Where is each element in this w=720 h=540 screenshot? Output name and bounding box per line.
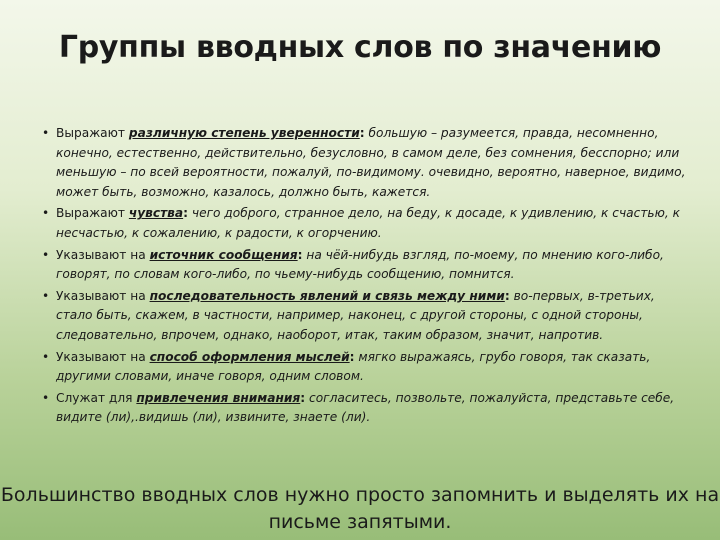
item-colon: :: [359, 126, 365, 140]
list-item: [38, 124, 688, 202]
slide-title: Группы вводных слов по значению: [58, 30, 662, 65]
item-keyword: источник сообщения: [149, 247, 298, 262]
bullet-icon: •: [42, 288, 50, 303]
item-text: мягко выражаясь, грубо говоря, так сказать, другими словами, иначе говоря, одним словом.: [56, 349, 651, 384]
bullet-icon: •: [42, 126, 50, 140]
list-item: [38, 348, 688, 387]
item-text: согласитесь, позвольте, пожалуйста, представьте себе, видите (ли),.видишь (ли), извините, знаете (ли).: [56, 390, 675, 425]
item-colon: :: [349, 349, 355, 364]
bullet-list: [38, 124, 688, 430]
bullet-icon: •: [42, 349, 50, 364]
bullet-icon: •: [42, 206, 50, 221]
list-item: [38, 246, 688, 285]
item-text: во-первых, в-третьих, стало быть, скажем, в частности, например, наконец, с другой стороны, с одной стороны, следовательно, впрочем, однако, наоборот, итак, таким образом, значит, напротив.: [56, 288, 655, 342]
item-lead: Указывают на: [56, 349, 146, 364]
item-lead: Выражают: [56, 126, 125, 140]
item-text: на чёй-нибудь взгляд, по-моему, по мнению кого-либо, говорят, по словам кого-либо, по чьему-нибудь сообщению, помнится.: [56, 247, 664, 282]
item-keyword: различную степень уверенности: [128, 126, 360, 140]
item-text: большую – разумеется, правда, несомненно, конечно, естественно, действительно, безусловно, в самом деле, без сомнения, бесспорно; или меньшую – по всей вероятности, пожалуй, по-видимому. очевидно, вероятно, наверное, видимо, может быть, возможно, казалось, должно быть, кажется.: [56, 126, 686, 199]
item-colon: :: [504, 288, 510, 303]
footer-note: Большинство вводных слов нужно просто запомнить и выделять их на письме запятыми.: [0, 484, 720, 533]
bullet-icon: •: [42, 247, 50, 262]
bullet-icon: •: [42, 390, 50, 405]
list-item: [38, 389, 688, 428]
item-keyword: привлечения внимания: [136, 390, 301, 405]
item-lead: Указывают на: [56, 288, 146, 303]
item-colon: :: [297, 247, 303, 262]
item-keyword: способ оформления мыслей: [149, 349, 350, 364]
item-text: чего доброго, странное дело, на беду, к досаде, к удивлению, к счастью, к несчастью, к сожалению, к радости, к огорчению.: [56, 206, 680, 240]
list-item: [38, 287, 688, 346]
item-lead: Служат для: [56, 390, 133, 405]
item-lead: Указывают на: [56, 247, 146, 262]
item-colon: :: [300, 390, 306, 405]
item-keyword: последовательность явлений и связь между ними: [149, 288, 505, 303]
item-lead: Выражают: [56, 206, 125, 221]
item-keyword: чувства: [128, 206, 184, 221]
list-item: [38, 204, 688, 243]
item-colon: :: [183, 206, 188, 221]
